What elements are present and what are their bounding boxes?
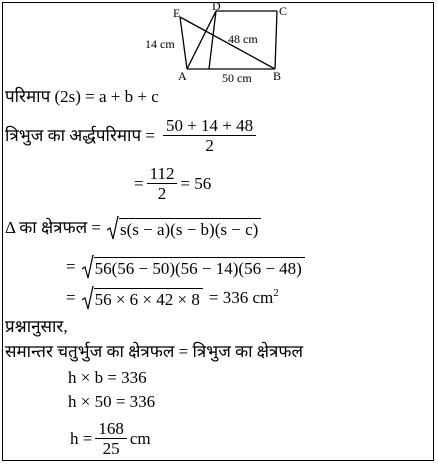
perimeter-line: परिमाप (2s) = a + b + c (5, 87, 159, 106)
parallelogram-triangle-figure (140, 0, 300, 90)
area-radical (107, 216, 261, 240)
product-result-exponent: 2 (273, 287, 279, 299)
side-da (187, 11, 216, 69)
side-bc (275, 11, 277, 69)
semi-value-denominator: 2 (157, 184, 167, 203)
according-line: प्रश्नानुसार, (5, 317, 68, 336)
label-d: D (212, 0, 221, 13)
side-ae (180, 17, 187, 69)
h50-line: h × 50 = 336 (68, 392, 156, 411)
semi-denominator: 2 (205, 136, 214, 155)
area-formula-line (5, 216, 261, 240)
label-base: 50 cm (222, 71, 252, 85)
label-b: B (273, 69, 282, 83)
h-result-fraction (95, 419, 127, 458)
semi-value-eq: = (134, 173, 144, 193)
substitution-radicand: 56(56 − 50)(56 − 14)(56 − 48) (94, 257, 305, 279)
h-result-denominator: 25 (102, 439, 120, 458)
statement-line: समान्तर चतुर्भुज का क्षेत्रफल = त्रिभुज का क्षेत्रफल (5, 342, 304, 361)
label-e: E (173, 6, 181, 20)
radical-sign-icon (82, 255, 94, 279)
semi-perimeter-fraction (163, 116, 256, 155)
semi-numerator: 50 + 14 + 48 (163, 116, 256, 136)
product-line (66, 286, 279, 310)
substitution-radical (82, 255, 305, 279)
label-c: C (279, 4, 288, 18)
semi-value-fraction (147, 164, 178, 203)
product-result-value: = 336 cm (208, 288, 274, 307)
hb-line: h × b = 336 (68, 368, 147, 387)
area-radicand: s(s − a)(s − b)(s − c) (119, 218, 261, 240)
h-result-numerator: 168 (95, 419, 127, 439)
product-radicand: 56 × 6 × 42 × 8 (94, 288, 203, 310)
semi-perimeter-label: त्रिभुज का अर्द्धपरिमाप = (5, 125, 155, 145)
label-diagonal: 48 cm (228, 32, 258, 46)
product-result (209, 288, 279, 308)
semi-perimeter-line (5, 116, 259, 155)
h-result-lhs: h = (70, 428, 93, 448)
h-result-unit: cm (129, 428, 151, 448)
product-eq: = (66, 288, 76, 307)
area-label: Δ का क्षेत्रफल = (5, 218, 101, 237)
label-a: A (178, 69, 187, 83)
substitution-line (66, 255, 305, 279)
semi-value-result: = 56 (180, 173, 212, 193)
label-side-ae: 14 cm (145, 37, 175, 51)
radical-sign-icon (107, 216, 119, 240)
radical-sign-icon (82, 286, 94, 310)
substitution-eq: = (66, 257, 76, 276)
height-line (209, 11, 216, 69)
semi-value-numerator: 112 (147, 164, 178, 184)
semi-value-line (134, 164, 211, 203)
product-radical (82, 286, 203, 310)
h-result-line (70, 419, 151, 458)
